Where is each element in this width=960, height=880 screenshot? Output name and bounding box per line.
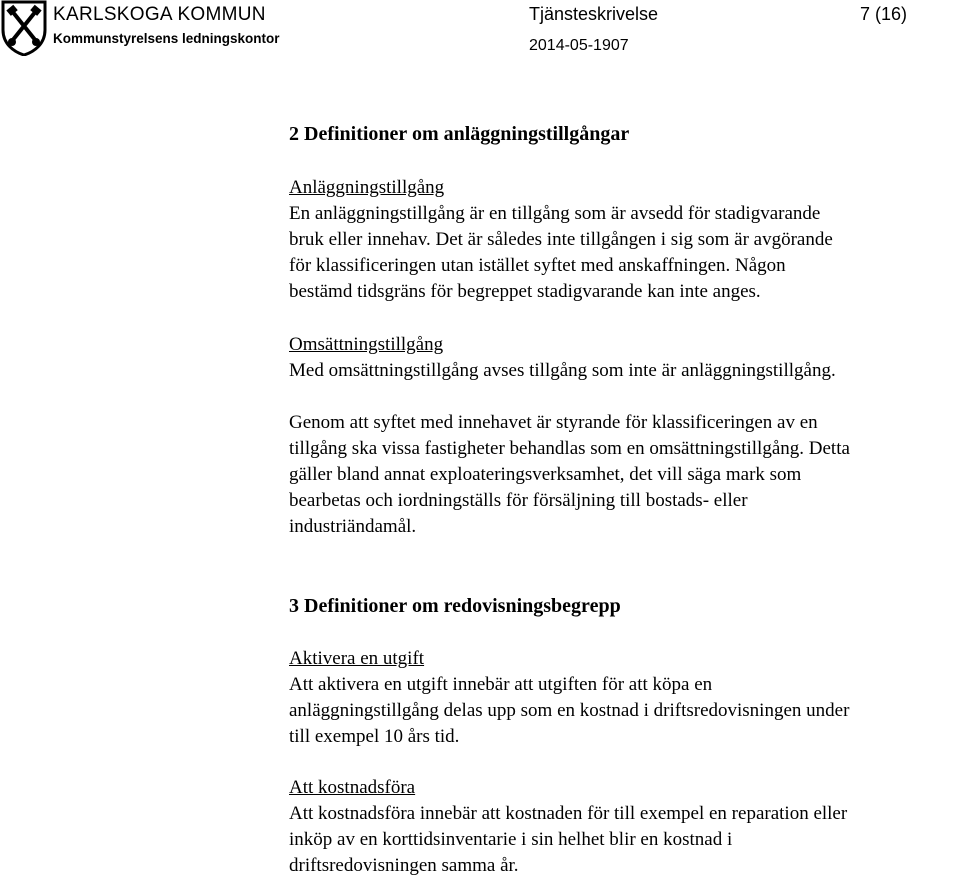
paragraph-line: Med omsättningstillgång avses tillgång som inte är anläggningstillgång. [289,360,836,381]
term-block-capitalize-expense [289,646,960,750]
term-block-current-asset [289,332,960,384]
paragraph-line: anläggningstillgång delas upp som en kostnad i driftsredovisningen under [289,700,850,721]
term-title: Aktivera en utgift [289,648,425,669]
paragraph-line: gäller bland annat exploateringsverksamhet, det vill säga mark som [289,464,802,485]
paragraph-line: Att aktivera en utgift innebär att utgiften för att köpa en [289,674,713,695]
paragraph-classification [289,410,960,540]
paragraph-line: Genom att syftet med innehavet är styrande för klassificeringen av en [289,412,818,433]
term-title: Omsättningstillgång [289,334,444,355]
section-heading-definitions-assets: 2 Definitioner om anläggningstillgångar [289,123,630,145]
paragraph-line: tillgång ska vissa fastigheter behandlas som en omsättningstillgång. Detta [289,438,850,459]
term-block-fixed-asset [289,175,960,305]
municipality-coat-of-arms-icon [0,0,48,56]
document-number: 2014-05-1907 [529,37,629,54]
paragraph-line: En anläggningstillgång är en tillgång som är avsedd för stadigvarande [289,203,821,224]
term-block-expense [289,775,960,879]
paragraph-line: Att kostnadsföra innebär att kostnaden för till exempel en reparation eller [289,803,848,824]
term-title: Att kostnadsföra [289,777,416,798]
paragraph-line: bestämd tidsgräns för begreppet stadigvarande kan inte anges. [289,281,761,302]
page-header [0,0,960,60]
paragraph-line: för klassificeringen utan istället syftet med anskaffningen. Någon [289,255,786,276]
organization-department: Kommunstyrelsens ledningskontor [53,31,280,46]
paragraph-line: bearbetas och iordningställs för försäljning till bostads- eller [289,490,748,511]
paragraph-line: driftsredovisningen samma år. [289,855,519,876]
section-heading-accounting-terms: 3 Definitioner om redovisningsbegrepp [289,595,621,617]
paragraph-line: bruk eller innehav. Det är således inte tillgången i sig som är avgörande [289,229,833,250]
paragraph-line: industriändamål. [289,516,417,537]
document-type: Tjänsteskrivelse [529,4,659,24]
organization-name: KARLSKOGA KOMMUN [53,4,266,25]
paragraph-line: till exempel 10 års tid. [289,726,460,747]
paragraph-line: inköp av en korttidsinventarie i sin helhet blir en kostnad i [289,829,733,850]
term-title: Anläggningstillgång [289,177,445,198]
page-number: 7 (16) [860,4,908,24]
